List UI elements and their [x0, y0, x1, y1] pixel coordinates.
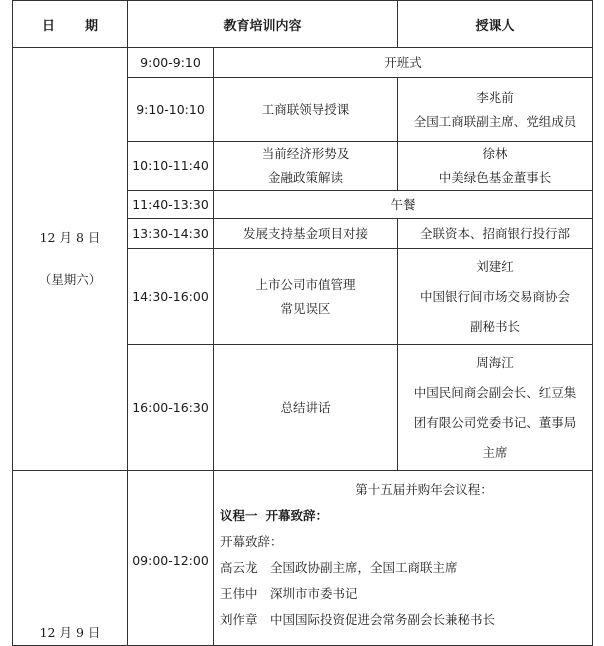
table-row [13, 48, 593, 78]
content-cell: 发展支持基金项目对接 [214, 219, 398, 249]
content-cell: 当前经济形势及 金融政策解读 [214, 142, 398, 191]
day1-date-cell [13, 48, 128, 471]
time-cell: 09:00-12:00 [128, 471, 214, 646]
table-row [13, 471, 593, 646]
content-cell: 工商联领导授课 [214, 78, 398, 142]
day1-date: 12 月 8 日 [39, 230, 101, 245]
day2-date-cell [13, 471, 128, 646]
speaker-title: 中国国际投资促进会常务副会长兼秘书长 [270, 612, 496, 627]
speaker-name: 王伟中 [220, 586, 258, 601]
day2-date: 12 月 9 日 [39, 625, 101, 640]
agenda [214, 471, 592, 633]
time-cell: 9:00-9:10 [128, 48, 214, 78]
lecturer-title: 团有限公司党委书记、董事局 [413, 414, 577, 430]
lecturer-header: 授课人 [398, 1, 593, 48]
lecturer-name: 李兆前 [476, 89, 514, 105]
time-cell: 16:00-16:30 [128, 345, 214, 471]
lecturer-title: 全国工商联副主席、党组成员 [413, 113, 577, 129]
lecturer-title: 中国银行间市场交易商协会 [419, 288, 570, 304]
day1-weekday: （星期六） [38, 272, 102, 287]
session-heading: 议程一 开幕致辞： [220, 508, 329, 523]
content-header: 教育培训内容 [128, 1, 398, 48]
speaker-title: 全国政协副主席，全国工商联主席 [270, 560, 458, 575]
time-cell: 10:10-11:40 [128, 142, 214, 191]
time-cell: 13:30-14:30 [128, 219, 214, 249]
lecturer-name: 周海江 [476, 354, 514, 370]
lecturer-cell: 全联资本、招商银行投行部 [398, 219, 593, 249]
lecturer-title: 副秘书长 [469, 318, 520, 334]
time-cell: 11:40-13:30 [128, 191, 214, 219]
content-cell: 开班式 [214, 48, 593, 78]
lecturer-name: 徐林 [482, 146, 508, 161]
time-cell: 14:30-16:00 [128, 249, 214, 345]
content-cell: 上市公司市值管理 常见误区 [214, 249, 398, 345]
speech-label: 开幕致辞： [220, 534, 283, 549]
speaker-line [220, 607, 592, 633]
date-header: 日 期 [13, 1, 128, 48]
lecturer-cell [398, 142, 593, 191]
lecturer-title: 主席 [482, 444, 508, 460]
content-cell: 午餐 [214, 191, 593, 219]
speaker-name: 刘作章 [220, 612, 258, 627]
agenda-cell [214, 471, 593, 646]
lecturer-cell [398, 78, 593, 142]
lecturer-title: 中美绿色基金董事长 [438, 170, 552, 185]
content-cell: 总结讲话 [214, 345, 398, 471]
lecturer-cell [398, 345, 593, 471]
lecturer-name: 刘建红 [476, 258, 514, 274]
speaker-name: 高云龙 [220, 560, 258, 575]
training-schedule-table [12, 0, 593, 646]
header-row [13, 1, 593, 48]
meeting-title: 第十五届并购年会议程： [355, 482, 493, 497]
lecturer-title: 中国民间商会副会长、红豆集 [413, 384, 577, 400]
speaker-line [220, 555, 592, 581]
speaker-title: 深圳市市委书记 [270, 586, 358, 601]
lecturer-cell [398, 249, 593, 345]
speaker-line [220, 581, 592, 607]
time-cell: 9:10-10:10 [128, 78, 214, 142]
